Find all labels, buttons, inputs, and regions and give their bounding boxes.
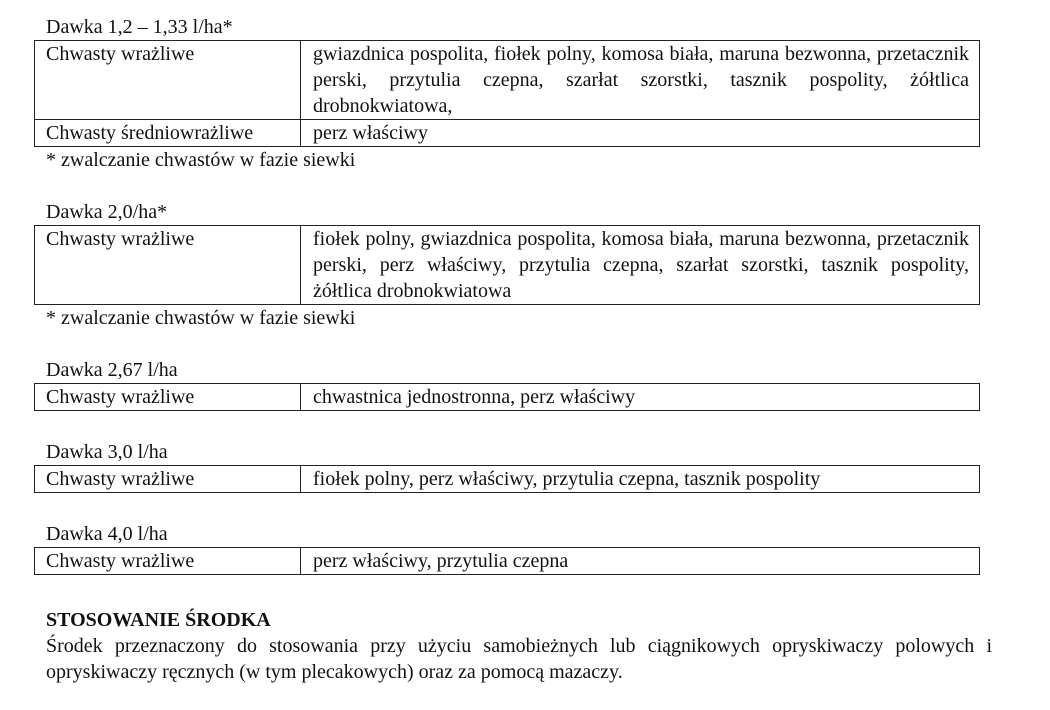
weed-list-cell: fiołek polny, perz właściwy, przytulia czepna, tasznik pospolity <box>301 466 980 493</box>
weed-table <box>34 383 980 411</box>
dose-block-1 <box>34 14 980 173</box>
dose-heading: Dawka 3,0 l/ha <box>46 441 168 463</box>
footnote: * zwalczanie chwastów w fazie siewki <box>46 149 356 171</box>
dose-heading: Dawka 1,2 – 1,33 l/ha* <box>46 16 233 38</box>
weed-table <box>34 225 980 305</box>
weed-list-cell: fiołek polny, gwiazdnica pospolita, komosa biała, maruna bezwonna, przetacznik perski, perz właściwy, przytulia czepna, szarłat szorstki, tasznik pospolity, żółtlica drobnokwiatowa <box>301 226 980 305</box>
table-row <box>35 120 980 147</box>
weed-list-cell: perz właściwy, przytulia czepna <box>301 548 980 575</box>
dose-block-5 <box>34 521 980 575</box>
weed-category-cell: Chwasty wrażliwe <box>35 226 301 305</box>
table-row <box>35 41 980 120</box>
weed-category-cell: Chwasty wrażliwe <box>35 466 301 493</box>
dose-heading: Dawka 2,67 l/ha <box>46 359 178 381</box>
dose-heading: Dawka 2,0/ha* <box>46 201 168 223</box>
document-page <box>34 14 992 685</box>
footnote: * zwalczanie chwastów w fazie siewki <box>46 307 356 329</box>
section-title: STOSOWANIE ŚRODKA <box>46 609 271 631</box>
weed-table <box>34 40 980 147</box>
weed-category-cell: Chwasty wrażliwe <box>35 41 301 120</box>
dose-block-3 <box>34 357 980 411</box>
dose-block-2 <box>34 199 980 331</box>
table-row <box>35 466 980 493</box>
table-row <box>35 548 980 575</box>
table-row <box>35 226 980 305</box>
table-row <box>35 384 980 411</box>
weed-table <box>34 465 980 493</box>
weed-table <box>34 547 980 575</box>
weed-category-cell: Chwasty wrażliwe <box>35 548 301 575</box>
section-paragraph: Środek przeznaczony do stosowania przy użyciu samobieżnych lub ciągnikowych opryskiwaczy polowych i opryskiwaczy ręcznych (w tym plecakowych) oraz za pomocą mazaczy. <box>46 635 992 683</box>
weed-category-cell: Chwasty średniowrażliwe <box>35 120 301 147</box>
dose-heading: Dawka 4,0 l/ha <box>46 523 168 545</box>
weed-category-cell: Chwasty wrażliwe <box>35 384 301 411</box>
weed-list-cell: perz właściwy <box>301 120 980 147</box>
weed-list-cell: chwastnica jednostronna, perz właściwy <box>301 384 980 411</box>
weed-list-cell: gwiazdnica pospolita, fiołek polny, komosa biała, maruna bezwonna, przetacznik perski, przytulia czepna, szarłat szorstki, tasznik pospolity, żółtlica drobnokwiatowa, <box>301 41 980 120</box>
dose-block-4 <box>34 439 980 493</box>
